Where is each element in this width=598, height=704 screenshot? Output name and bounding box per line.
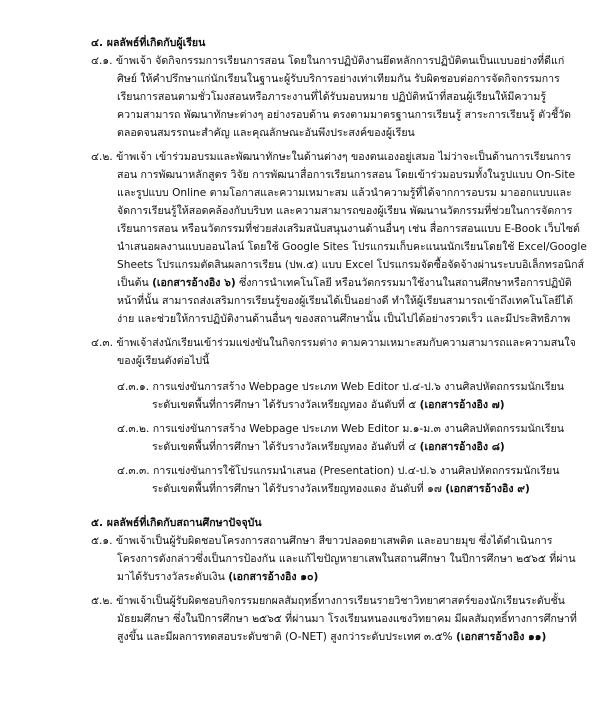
line-text: ระดับเขตพื้นที่การศึกษา ได้รับรางวัลเหรียญทอง อันดับที่ ๔ — [152, 441, 420, 453]
line-text: เป็นต้น — [117, 277, 153, 289]
subitem-line: ๔.๓.๓. การแข่งขันการใช้โปรแกรมนำเสนอ (Presentation) ป.๔-ป.๖ งานศิลปหัตถกรรมนักเรียน — [117, 465, 560, 477]
paragraph-line: และรูปแบบ Online ตามโอกาสและความเหมาะสม แล้วนำความรู้ที่ได้จากการอบรม มาออกแบบและ — [117, 187, 572, 199]
paragraph-line — [117, 630, 546, 644]
line-text: สูงขึ้น และมีผลการทดสอบระดับชาติ (O-NET) สูงกว่าระดับประเทศ ๓.๕% — [117, 631, 456, 643]
paragraph-line: Sheets โปรแกรมตัดสินผลการเรียน (ปพ.๕) แบบ Excel โปรแกรมจัดซื้อจัดจ้างผ่านระบบอิเล็กทรอนิกส์ — [117, 259, 585, 271]
reference-tag: (เอกสารอ้างอิง ๘) — [419, 441, 505, 453]
reference-tag: (เอกสารอ้างอิง ๙) — [445, 483, 530, 495]
reference-tag: (เอกสารอ้างอิง ๑๑) — [456, 631, 547, 643]
paragraph-line: ความสามารถ พัฒนาทักษะต่างๆ อย่างรอบด้าน ตรงตามมาตรฐานการเรียนรู้ สาระการเรียนรู้ ตัวชี้วัด — [117, 109, 572, 121]
paragraph-line: ศิษย์ ให้คำปรึกษาแก่นักเรียนในฐานะผู้รับบริการอย่างเท่าเทียมกัน รับผิดชอบต่อการจัดกิจกรรมการ — [117, 73, 560, 85]
paragraph-line: ๔.๓. ข้าพเจ้าส่งนักเรียนเข้าร่วมแข่งขันในกิจกรรมต่าง ตามความเหมาะสมกับความสามารถและความสนใจ — [91, 337, 576, 349]
paragraph-line: ของผู้เรียนดังต่อไปนี้ — [117, 355, 210, 367]
reference-tag: (เอกสารอ้างอิง ๖) — [152, 277, 236, 289]
paragraph-line — [117, 570, 318, 584]
paragraph-line — [117, 276, 572, 290]
line-text: ระดับเขตพื้นที่การศึกษา ได้รับรางวัลเหรียญทองแดง อันดับที่ ๑๗ — [152, 483, 446, 495]
subitem-line — [152, 482, 530, 496]
paragraph-line: ๕.๒. ข้าพเจ้าเป็นผู้รับผิดชอบกิจกรรมยกผลสัมฤทธิ์ทางการเรียนรายวิชาวิทยาศาสตร์ของนักเรียนระดับชั้น — [91, 595, 565, 607]
paragraph-line: ๕.๑. ข้าพเจ้าเป็นผู้รับผิดชอบโครงการสถานศึกษา สีขาวปลอดยาเสพติด และอบายมุข ซึ่งได้ดำเนินการ — [91, 535, 553, 547]
reference-tag: (เอกสารอ้างอิง ๑๐) — [228, 571, 319, 583]
subitem-line — [152, 398, 505, 412]
paragraph-line: ๔.๒. ข้าพเจ้า เข้าร่วมอบรมและพัฒนาทักษะในด้านต่างๆ ของตนเองอยู่เสมอ ไม่ว่าจะเป็นด้านการเรียนการ — [91, 151, 572, 163]
section-5-heading: ๕. ผลลัพธ์ที่เกิดกับสถานศึกษาปัจจุบัน — [91, 517, 262, 529]
line-text: ระดับเขตพื้นที่การศึกษา ได้รับรางวัลเหรียญทอง อันดับที่ ๕ — [152, 399, 420, 411]
line-text: มาได้รับรางวัลระดับเงิน — [117, 571, 229, 583]
paragraph-line: โครงการดังกล่าวซึ่งเป็นการป้องกัน และแก้ไขปัญหายาเสพในสถานศึกษา ในปีการศึกษา ๒๕๖๕ ที่ผ่าน — [117, 553, 576, 565]
paragraph-line: มัธยมศึกษา ซึ่งในปีการศึกษา ๒๕๖๕ ที่ผ่านมา โรงเรียนหนองแซงวิทยาคม มีผลสัมฤทธิ์ทางการศึกษาที่ — [117, 613, 577, 625]
section-4-heading: ๔. ผลลัพธ์ที่เกิดกับผู้เรียน — [91, 37, 206, 49]
subitem-line: ๔.๓.๒. การแข่งขันการสร้าง Webpage ประเภท Web Editor ม.๑-ม.๓ งานศิลปหัตถกรรมนักเรียน — [117, 423, 564, 435]
subitem-line — [152, 440, 505, 454]
paragraph-line: สอน การพัฒนาหลักสูตร วิจัย การพัฒนาสื่อการเรียนการสอน โดยเข้าร่วมอบรมทั้งในรูปแบบ On-Site — [117, 169, 575, 181]
paragraph-line: ๔.๑. ข้าพเจ้า จัดกิจกรรมการเรียนการสอน โดยในการปฏิบัติงานยึดหลักการปฏิบัติตนเป็นแบบอย่างที่ดีแก่ — [91, 55, 565, 67]
line-text: ซึ่งการนำเทคโนโลยี หรือนวัตกรรมมาใช้งานในสถานศึกษาหรือการปฏิบัติ — [235, 277, 572, 289]
subitem-line: ๔.๓.๑. การแข่งขันการสร้าง Webpage ประเภท Web Editor ป.๔-ป.๖ งานศิลปหัตถกรรมนักเรียน — [117, 381, 564, 393]
reference-tag: (เอกสารอ้างอิง ๗) — [419, 399, 505, 411]
paragraph-line: เรียนการสอนตามชั่วโมงสอนหรือภาระงานที่ได้รับมอบหมาย ปฏิบัติหน้าที่สอนผู้เรียนให้มีความรู้ — [117, 91, 547, 103]
paragraph-line: ตลอดจนสมรรถนะสำคัญ และคุณลักษณะอันพึงประสงค์ของผู้เรียน — [117, 127, 415, 139]
paragraph-line: เรียนการสอน หรือนวัตกรรมที่ช่วยส่งเสริมสนับสนุนงานด้านอื่นๆ เช่น สื่อการสอนแบบ E-Book เว็บไซต์ — [117, 223, 580, 235]
paragraph-line: ง่าย และช่วยให้การปฏิบัติงานด้านอื่นๆ ของสถานศึกษานั้น เป็นไปได้อย่างรวดเร็ว และมีประสิทธิภาพ — [117, 313, 571, 325]
paragraph-line: จัดการเรียนรู้ให้สอดคล้องกับบริบท และความสามารถของผู้เรียน พัฒนานวัตกรรมที่ช่วยในการจัดการ — [117, 205, 573, 217]
paragraph-line: นำเสนอผลงานแบบออนไลน์ โดยใช้ Google Sites โปรแกรมเก็บคะแนนนักเรียนโดยใช้ Excel/Google — [117, 241, 587, 253]
paragraph-line: หน้าที่นั้น สามารถส่งเสริมการเรียนรู้ของผู้เรียนได้เป็นอย่างดี ทำให้ผู้เรียนสามารถเข้าถึงเทคโนโลยีได้ — [117, 295, 573, 307]
